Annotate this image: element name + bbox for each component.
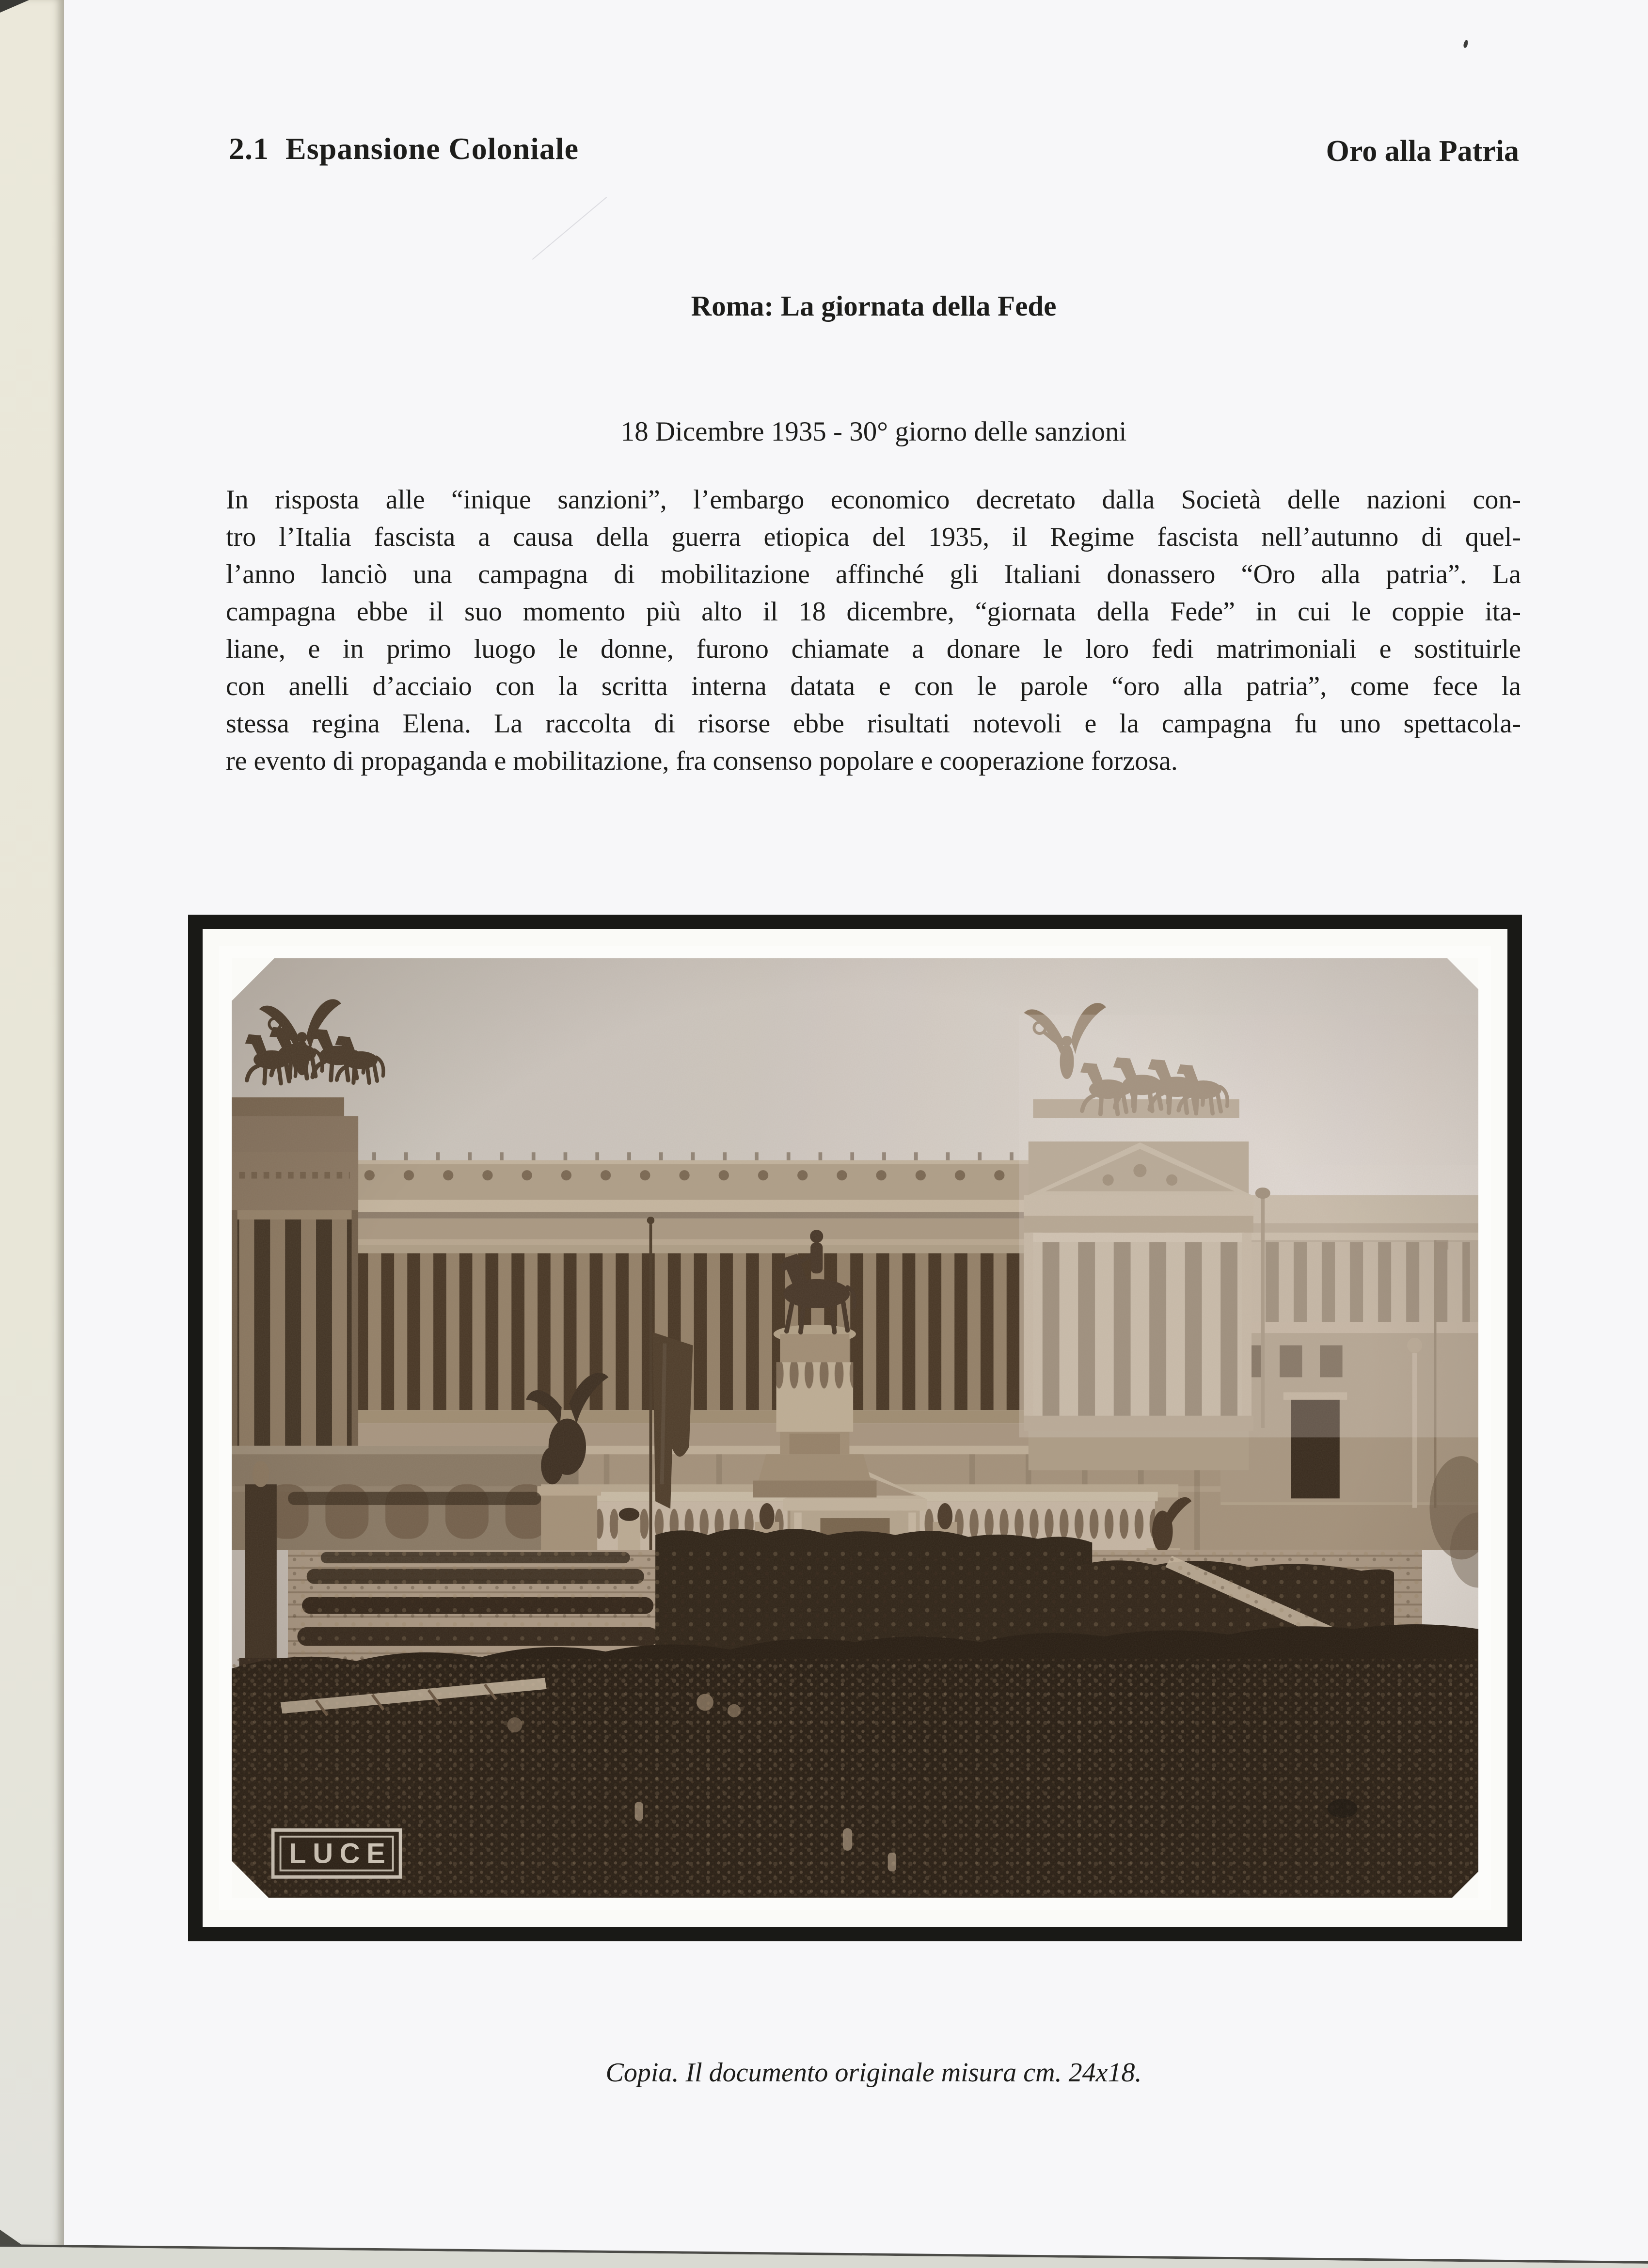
body-line: tro l’Italia fascista a causa della guerra etiopica del 1935, il Regime fascista nell’autunno di quel- (226, 522, 1521, 552)
scan-left-margin (0, 0, 64, 2245)
scan-corner-artifact-bottom-left (0, 2230, 22, 2245)
body-line: re evento di propaganda e mobilitazione, fra consenso popolare e cooperazione forzosa. (226, 746, 1178, 776)
photo-tone-overlays (232, 958, 1478, 1898)
historical-photo (232, 958, 1478, 1898)
vittoriano-monument-photo (232, 958, 1478, 1898)
body-line: stessa regina Elena. La raccolta di risorse ebbe risultati notevoli e la campagna fu uno spettacola- (226, 709, 1521, 739)
page-title: Roma: La giornata della Fede (691, 290, 1057, 322)
ink-speck-artifact (1463, 39, 1469, 48)
page-subtitle: 18 Dicembre 1935 - 30° giorno delle sanzioni (620, 416, 1127, 447)
body-line: l’anno lanciò una campagna di mobilitazione affinché gli Italiani donassero “Oro alla patria”. La (226, 559, 1521, 589)
photo-mounting-corner (232, 958, 274, 1001)
body-line: liane, e in primo luogo le donne, furono chiamate a donare le loro fedi matrimoniali e sostituirle (226, 634, 1521, 664)
section-heading: 2.1 Espansione Coloniale (229, 131, 579, 166)
body-line: campagna ebbe il suo momento più alto il 18 dicembre, “giornata della Fede” in cui le coppie ita- (226, 597, 1521, 627)
photo-mounting-corner (232, 1861, 269, 1898)
photo-print (219, 946, 1491, 1910)
photo-mounting-corner (1447, 958, 1478, 989)
body-line: con anelli d’acciaio con la scritta interna datata e con le parole “oro alla patria”, come fece la (226, 671, 1521, 701)
scan-corner-artifact-top-left (0, 0, 29, 13)
photo-frame (188, 915, 1522, 1941)
body-line: In risposta alle “inique sanzioni”, l’embargo economico decretato dalla Società delle nazioni con- (226, 485, 1521, 515)
photo-mounting-corner (1452, 1871, 1478, 1898)
paper-crease (532, 197, 607, 260)
body-paragraph (226, 481, 1521, 780)
running-head: Oro alla Patria (1326, 135, 1519, 168)
photo-caption: Copia. Il documento originale misura cm. 24x18. (605, 2058, 1142, 2088)
